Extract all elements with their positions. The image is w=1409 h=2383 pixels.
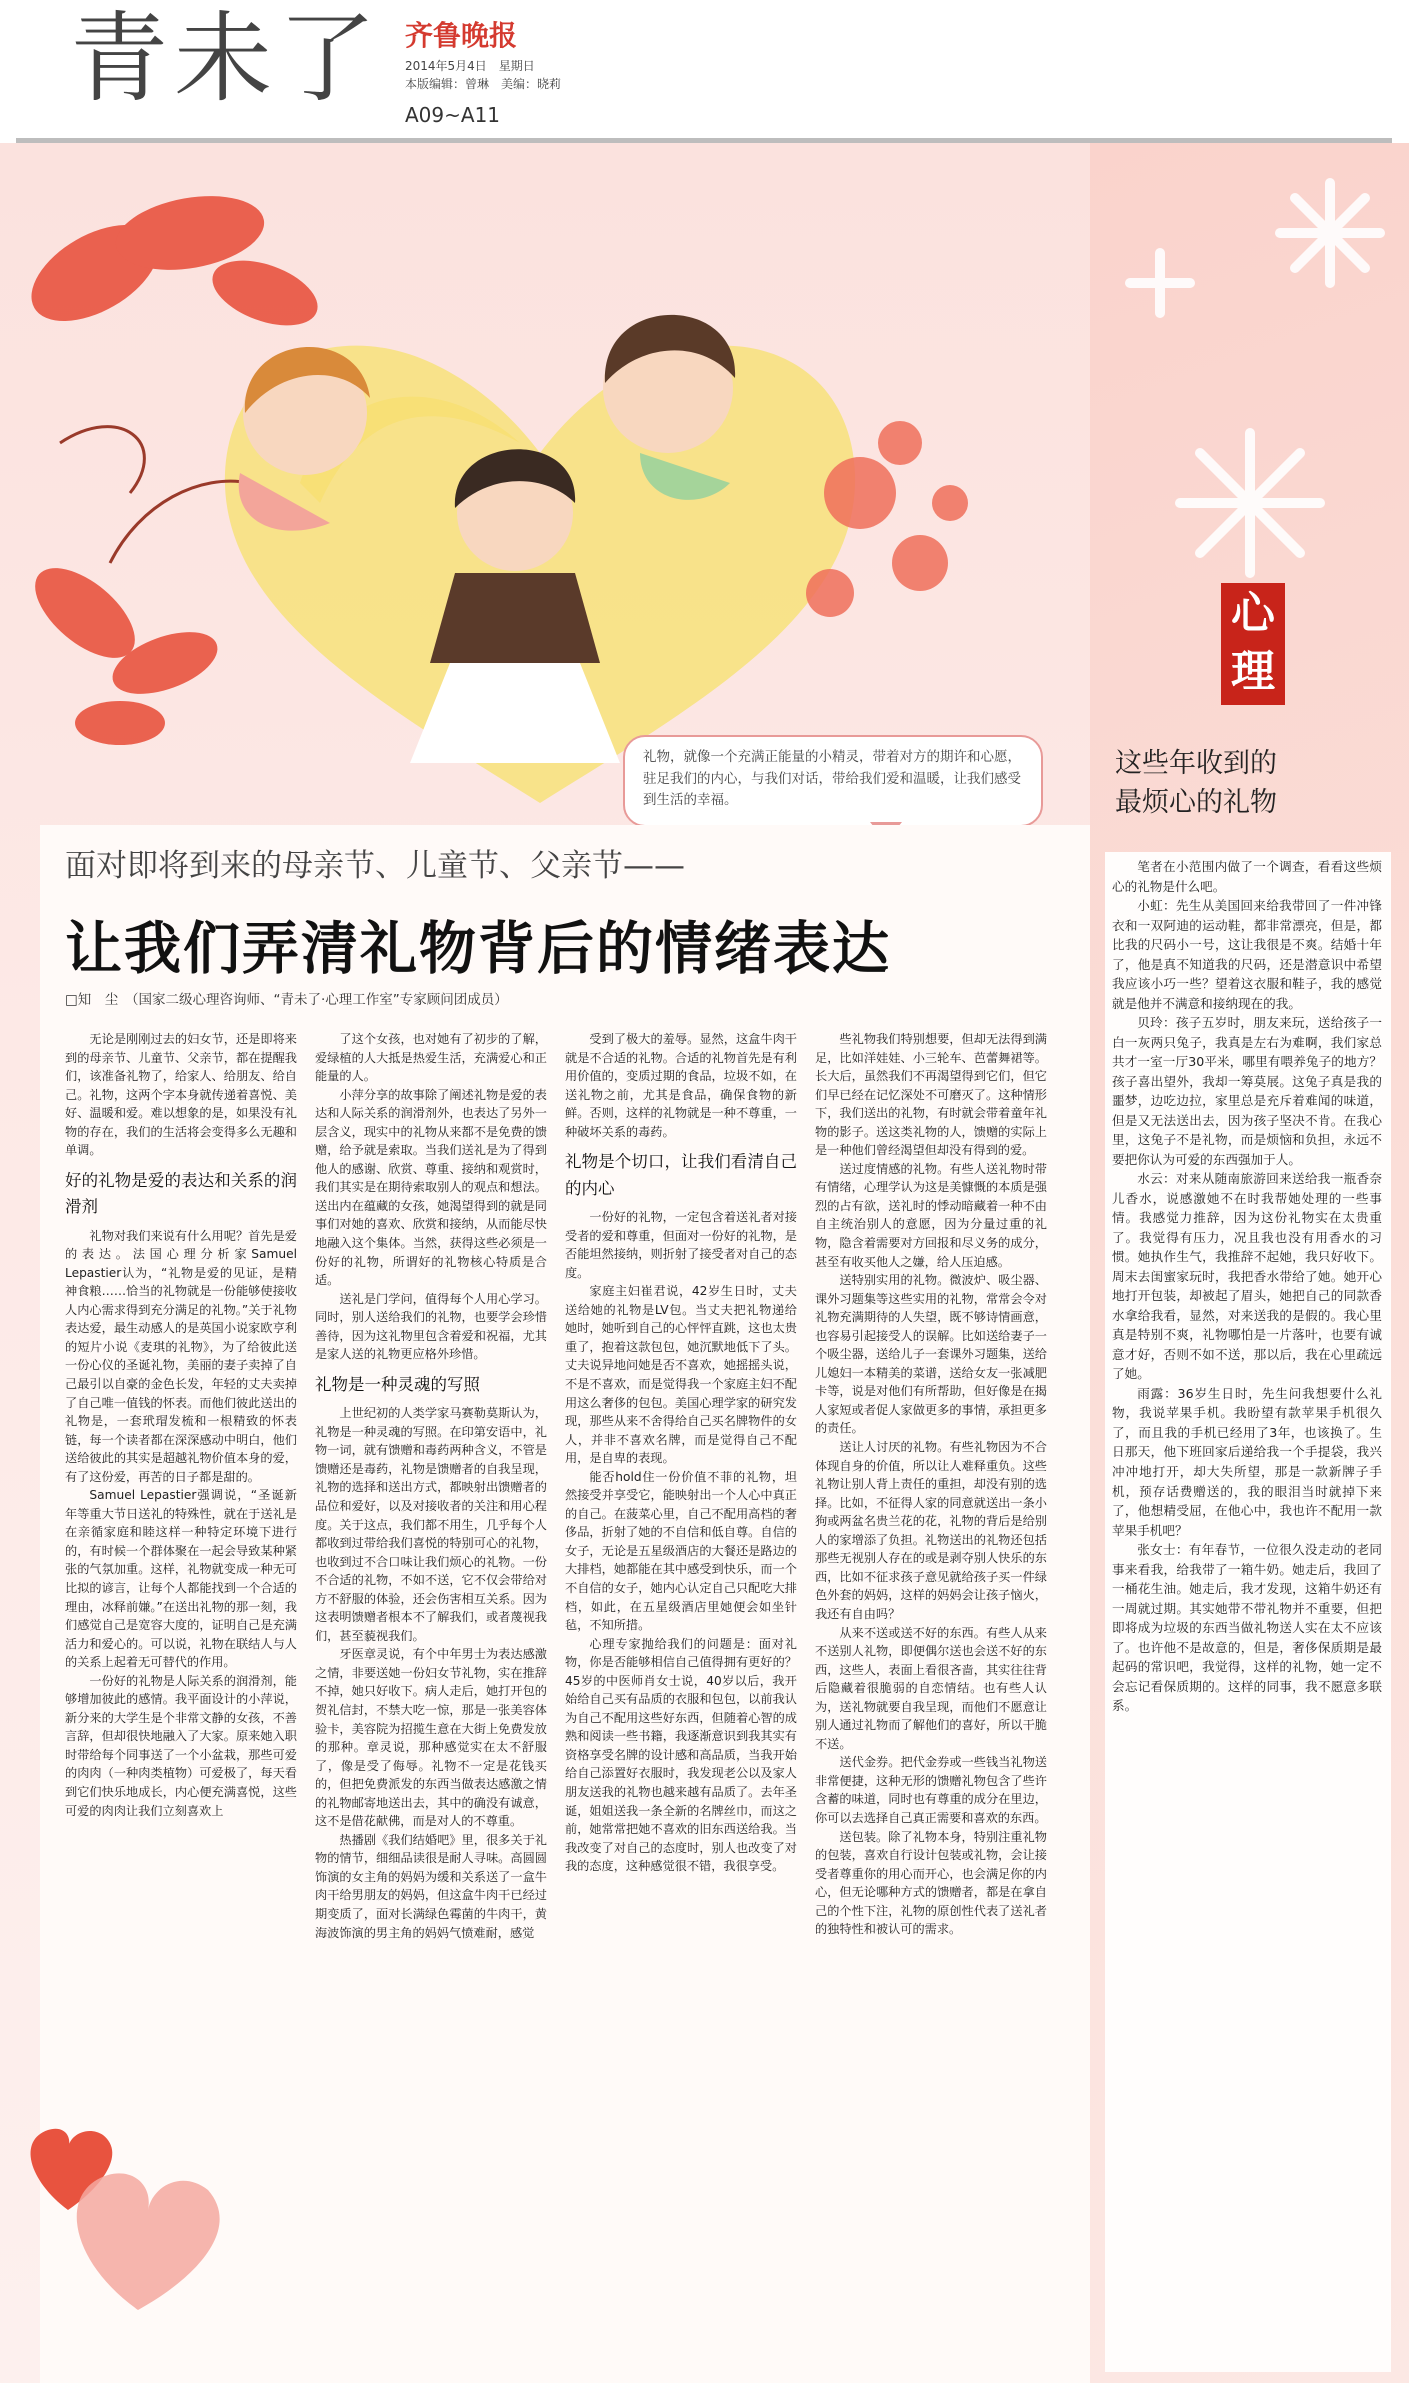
paragraph: 一份好的礼物，一定包含着送礼者对接受者的爱和尊重，但面对一份好的礼物，是否能坦然接纳，则折射了接受者对自己的态度。 xyxy=(565,1210,797,1280)
paragraph: 送特别实用的礼物。微波炉、吸尘器、课外习题集等这些实用的礼物，常常会令对礼物充满期待的人失望，既不够诗情画意，也容易引起接受人的误解。比如送给妻子一个吸尘器，送给儿子一套课外习题集，送给儿媳妇一本精美的菜谱，送给女友一张减肥卡等，说是对他们有所帮助，但好像是在揭人家短或者促人家做更多的事情，承担更多的责任。 xyxy=(815,1273,1047,1436)
paragraph: 张女士：有年春节，一位很久没走动的老同事来看我，给我带了一箱牛奶。她走后，我回了一桶花生油。她走后，我才发现，这箱牛奶还有一周就过期。其实她带不带礼物并不重要，但把即将成为垃圾的东西当做礼物送人实在太不应该了。也许他不是故意的，但是，奢侈保质期是最起码的常识吧，我觉得，这样的礼物，她一定不会忘记看保质期的。这样的同事，我不愿意多联系。 xyxy=(1112,1542,1382,1714)
article-column-2 xyxy=(315,1030,547,1942)
paragraph: 些礼物我们特别想要，但却无法得到满足，比如洋娃娃、小三轮车、芭蕾舞裙等。长大后，虽然我们不再渴望得到它们，但它们早已经在记忆深处不可磨灭了。这种情形下，我们送出的礼物，有时就会带着童年礼物的影子。送这类礼物的人，馈赠的实际上是一种他们曾经渴望但却没有得到的爱。 xyxy=(815,1032,1047,1158)
paragraph: 送礼是门学问，值得每个人用心学习。同时，别人送给我们的礼物，也要学会珍惜善待，因为这礼物里包含着爱和祝福，尤其是家人送的礼物更应格外珍惜。 xyxy=(315,1291,547,1362)
paragraph: 笔者在小范围内做了一个调查，看看这些烦心的礼物是什么吧。 xyxy=(1112,859,1382,894)
sidebar-title-line1: 这些年收到的 xyxy=(1115,748,1277,779)
quote-bubble: 礼物，就像一个充满正能量的小精灵，带着对方的期许和心愿，驻足我们的内心，与我们对话，带给我们爱和温暖，让我们感受到生活的幸福。 xyxy=(623,735,1043,827)
paragraph: 无论是刚刚过去的妇女节，还是即将来到的母亲节、儿童节、父亲节，都在提醒我们，该准备礼物了，给家人、给朋友、给自己。礼物，这两个字本身就传递着喜悦、美好、温暖和爱。难以想象的是，如果没有礼物的存在，我们的生活将会变得多么无趣和单调。 xyxy=(65,1032,297,1158)
editor-credits: 本版编辑：曾琳 美编：晓莉 xyxy=(405,77,562,91)
sidebar-column xyxy=(1112,857,1382,1716)
paragraph: 热播剧《我们结婚吧》里，很多关于礼物的情节，细细品读很是耐人寻味。高圆圆饰演的女主角的妈妈为缓和关系送了一盒牛肉干给男朋友的妈妈，但这盒牛肉干已经过期变质了，面对长满绿色霉菌的牛肉干，黄海波饰演的男主角的妈妈气愤难耐，感觉 xyxy=(315,1832,547,1940)
issue-date: 2014年5月4日 星期日 xyxy=(405,59,535,73)
section-heading: 好的礼物是爱的表达和关系的润滑剂 xyxy=(65,1170,297,1217)
paragraph: 家庭主妇崔君说，42岁生日时，丈夫送给她的礼物是LV包。当丈夫把礼物递给她时，她听到自己的心怦怦直跳，这也太贵重了，抱着这款包包，她沉默地低下了头。丈夫说异地问她是否不喜欢，她摇摇头说，不是不喜欢，而是觉得我一个家庭主妇不配用这么奢侈的包包。美国心理学家的研究发现，那些从来不舍得给自己买名牌物件的女人，并非不喜欢名牌，而是觉得自己不配用，是自卑的表现。 xyxy=(565,1284,797,1466)
paragraph: 从来不送或送不好的东西。有些人从来不送别人礼物，即便偶尔送也会送不好的东西，这些人，表面上看很吝啬，其实往往背后隐藏着很脆弱的自恋情结。也有些人认为，送礼物就要自我呈现，而他们不愿意让别人通过礼物而了解他们的喜好，所以干脆不送。 xyxy=(815,1625,1047,1751)
paragraph: 心理专家抛给我们的问题是：面对礼物，你是否能够相信自己值得拥有更好的？45岁的中医师肖女士说，40岁以后，我开始给自己买有品质的衣服和包包，以前我认为自己不配用这些好东西，但随着心智的成熟和阅读一些书籍，我逐渐意识到我其实有资格享受名牌的设计感和高品质，当我开始给自己添置好衣服时，我发现老公以及家人朋友送我的礼物也越来越有品质了。去年圣诞，姐姐送我一条全新的名牌丝巾，而这之前，她常常把她不喜欢的旧东西送给我。当我改变了对自己的态度时，别人也改变了对我的态度，这种感觉很不错，我很享受。 xyxy=(565,1636,797,1874)
section-heading: 礼物是个切口，让我们看清自己的内心 xyxy=(565,1152,797,1198)
column-tag-psychology: 心理 xyxy=(1221,583,1285,705)
newspaper-logo: 齐鲁晚报 xyxy=(405,19,518,52)
page-range: A09~A11 xyxy=(405,103,501,127)
paragraph: 能否hold住一份价值不菲的礼物，坦然接受并享受它，能映射出一个人心中真正的自己。在菠菜心里，自己不配用高档的奢侈品，折射了她的不自信和低自尊。自信的女子，无论是五星级酒店的大餐还是路边的大排档，她都能在其中感受到快乐，而一个不自信的女子，她内心认定自己只配吃大排档，如此，在五星级酒店里她便会如坐针毡，不知所措。 xyxy=(565,1469,797,1633)
paragraph: 上世纪初的人类学家马赛勒莫斯认为，礼物是一种灵魂的写照。在印第安语中，礼物一词，就有馈赠和毒药两种含义，不管是馈赠还是毒药，礼物是馈赠者的自我呈现，礼物的选择和送出方式，都映射出馈赠者的品位和爱好，以及对接收者的关注和用心程度。关于这点，我们都不用生，几乎每个人都收到过带给我们喜悦的特别可心的礼物，也收到过不合口味让我们烦心的礼物。一份不合适的礼物，不如不送，它不仅会带给对方不舒服的体验，还会伤害相互关系。因为这表明馈赠者根本不了解我们，或者蔑视我们，甚至藐视我们。 xyxy=(315,1406,547,1643)
article-column-1 xyxy=(65,1030,297,1820)
article-column-4 xyxy=(815,1030,1047,1939)
article-column-3 xyxy=(565,1030,797,1876)
paragraph: 水云：对来从随南旅游回来送给我一瓶香奈儿香水，说感激她不在时我帮她处理的一些事情。我感觉力推辞，因为这份礼物实在太贵重了。我觉得有压力，况且我也没有用香水的习惯。她执作生气，我推辞不起她，我只好收下。周末去闺蜜家玩时，我把香水带给了她。她开心地打开包装，却被起了眉头，她把自己的同款香水拿给我看，显然，对来送我的是假的。我心里真是特别不爽，礼物哪怕是一片落叶，也要有诚意才好，否则不如不送，那以后，我在心里疏远了她。 xyxy=(1112,1171,1382,1382)
heart-decor-icon xyxy=(8,2120,258,2320)
paragraph: 小虹：先生从美国回来给我带回了一件冲锋衣和一双阿迪的运动鞋，都非常漂亮，但是，都比我的尺码小一号，这让我很是不爽。结婚十年了，他是真不知道我的尺码，还是潜意识中希望我应该小巧一些？望着这衣服和鞋子，我的感觉就是他并不满意和接纳现在的我。 xyxy=(1112,898,1382,1011)
paragraph: Samuel Lepastier强调说，“圣诞新年等重大节日送礼的特殊性，就在于送礼是在亲循家庭和睦这样一种特定环境下进行的，有时候一个群体聚在一起会导致某种紧张的气氛加重。这样，礼物就变成一种无可比拟的谚言，让每个人都能找到一个合适的理由，冰释前嫌。”在送出礼物的那一刻，我们感觉自己是宽容大度的，证明自己是充满活力和爱心的。可以说，礼物在联结人与人的关系上起着无可替代的作用。 xyxy=(65,1488,297,1670)
paragraph: 送代金券。把代金券或一些钱当礼物送非常便捷，这种无形的馈赠礼物包含了些许含蓄的味道，同时也有尊重的成分在里边，你可以去选择自己真正需要和喜欢的东西。 xyxy=(815,1755,1047,1825)
paragraph: 送让人讨厌的礼物。有些礼物因为不合体现自身的价值，所以让人难释重负。这些礼物让别人背上责任的重担，却没有别的选择。比如，不征得人家的同意就送出一条小狗或两盆名贵兰花的花，礼物的背后是给别人的家增添了负担。礼物送出的礼物还包括那些无视别人存在的或是剥夺别人快乐的东西，比如不征求孩子意见就给孩子买一件绿色外套的妈妈，这样的妈妈会让孩子恼火，我还有自由吗？ xyxy=(815,1440,1047,1621)
section-title: 青未了 xyxy=(70,2,383,116)
paragraph: 贝玲：孩子五岁时，朋友来玩，送给孩子一白一灰两只兔子，我真是左右为难啊，我们家总共才一室一厅30平米，哪里有喂养兔子的地方？孩子喜出望外，我却一筹莫展。这兔子真是我的噩梦，边吃边拉，家里总是充斥着难闻的味道，但是又无法送出去，因为孩子坚决不肯。在我心里，这兔子不是礼物，而是烦恼和负担，永远不要把你认为可爱的东西强加于人。 xyxy=(1112,1015,1382,1167)
snowflake-decor xyxy=(1090,143,1409,843)
paragraph: 小萍分享的故事除了阐述礼物是爱的表达和人际关系的润滑剂外，也表达了另外一层含义，现实中的礼物从来都不是免费的馈赠，给予就是索取。当我们送礼是为了得到他人的感谢、欣赏、尊重、接纳和观赏时，我们其实是在期待索取别人的观点和想法。送出内在蕴藏的女孩，她渴望得到的就是同事们对她的喜欢、欣赏和接纳，从而能尽快地融入这个集体。当然，获得这些必须是一份好的礼物，所谓好的礼物核心特质是合适。 xyxy=(315,1087,547,1288)
paragraph: 送包装。除了礼物本身，特别注重礼物的包装，喜欢自行设计包装或礼物，会让接受者尊重你的用心而开心，也会满足你的内心，但无论哪种方式的馈赠者，都是在拿自己的个性下注，礼物的原创性代表了送礼者的独特性和被认可的需求。 xyxy=(815,1829,1047,1937)
paragraph: 送过度情感的礼物。有些人送礼物时带有情绪，心理学认为这是美慷慨的本质是强烈的占有欲，送礼时的悸动暗藏着一种不由自主统治别人的意愿，因为分量过重的礼物，隐含着需要对方回报和尽义务的成分，甚至有收买他人之嫌，给人压迫感。 xyxy=(815,1161,1047,1269)
sidebar-title xyxy=(1115,744,1277,822)
section-heading: 礼物是一种灵魂的写照 xyxy=(315,1374,480,1394)
paragraph: 雨露：36岁生日时，先生问我想要什么礼物，我说苹果手机。我盼望有款苹果手机很久了，而且我的手机已经用了3年，也该换了。生日那天，他下班回家后递给我一个手提袋，我兴冲冲地打开，却大失所望，那是一款新牌子手机，预存话费赠送的，我的眼泪当时就掉下来了，他想精受屈，在他心中，我也许不配用一款苹果手机吧？ xyxy=(1112,1385,1382,1538)
article-subtitle: 面对即将到来的母亲节、儿童节、父亲节—— xyxy=(65,848,685,884)
paragraph: 牙医章灵说，有个中年男士为表达感激之情，非要送她一份妇女节礼物，实在推辞不掉，她只好收下。病人走后，她打开包的贺礼信封，不禁大吃一惊，那是一张美容体验卡，美容院为招揽生意在大街上免费发放的那种。章灵说，那种感觉实在太不舒服了，像是受了侮辱。礼物不一定是花钱买的，但把免费派发的东西当做表达感激之情的礼物邮寄地送出去，其中的确没有诚意，这不是借花献佛，而是对人的不尊重。 xyxy=(315,1647,547,1829)
article-headline: 让我们弄清礼物背后的情绪表达 xyxy=(65,916,891,982)
paragraph: 了这个女孩，也对她有了初步的了解，爱绿植的人大抵是热爱生活，充满爱心和正能量的人。 xyxy=(315,1032,547,1084)
sidebar-title-line2: 最烦心的礼物 xyxy=(1115,787,1277,819)
paragraph: 受到了极大的羞辱。显然，这盒牛肉干就是不合适的礼物。合适的礼物首先是有利用价值的，变质过期的食品，垃圾不如，在送礼物之前，尤其是食品，确保食物的新鲜。否则，这样的礼物就是一种不尊重，一种破坏关系的毒药。 xyxy=(565,1032,797,1139)
article-byline: □知 尘 （国家二级心理咨询师、“青未了·心理工作室”专家顾问团成员） xyxy=(65,992,508,1008)
paragraph: 礼物对我们来说有什么用呢？首先是爱的表达。法国心理分析家Samuel Lepastier认为，“礼物是爱的见证，是精神食粮……恰当的礼物就是一份能够使接收人内心需求得到充分满足的礼物。”关于礼物表达爱，最生动感人的是英国小说家欧亨利的短片小说《麦琪的礼物》，为了给彼此送一份心仪的圣诞礼物，美丽的妻子卖掉了自己最引以自豪的金色长发，年轻的丈夫卖掉了自己唯一值钱的怀表。而他们彼此送出的礼物是，一套玳瑁发梳和一根精致的怀表链，每一个读者都在深深感动中明白，他们送给彼此的其实是超越礼物价值本身的爱，有了这份爱，再苦的日子都是甜的。 xyxy=(65,1228,297,1484)
paragraph: 一份好的礼物是人际关系的润滑剂，能够增加彼此的感情。我平面设计的小萍说，新分来的大学生是个非常文静的女孩，不善言辞，但却很快地融入了大家。原来她入职时带给每个同事送了一个小盆栽，那些可爱的肉肉（一种肉类植物）可爱极了，每天看到它们快乐地成长，内心便充满喜悦，这些可爱的肉肉让我们立刻喜欢上 xyxy=(65,1673,297,1818)
